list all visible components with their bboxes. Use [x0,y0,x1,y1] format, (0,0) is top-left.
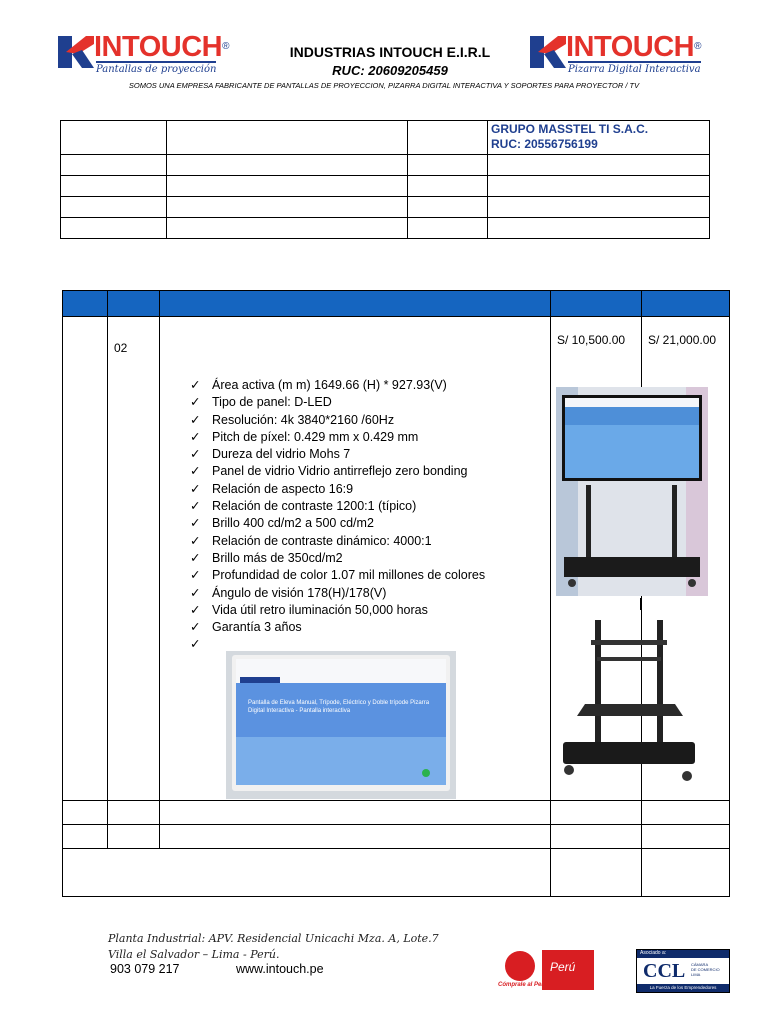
client-cell [488,121,710,155]
logo-brand: INTOUCH [94,31,223,63]
spec-item [190,619,485,636]
checkmark-icon: ✓ [190,395,201,410]
checkmark-icon: ✓ [190,412,201,427]
checkmark-icon: ✓ [190,464,201,479]
spec-item [190,412,485,429]
spec-item [190,515,485,532]
spec-item [190,585,485,602]
spec-item [190,498,485,515]
item-total: S/ 21,000.00 [642,317,730,801]
intouch-logo-left: INTOUCH® Pantallas de proyección [56,30,246,80]
screen-headline: Pantalla de Eleva Manual, Trípode, Eléctrico y Doble trípode Pizarra Digital Interactiva - Pantalla interactiva [248,700,430,714]
checkmark-icon: ✓ [190,637,201,652]
logo-brand: INTOUCH [566,31,695,63]
checkmark-icon: ✓ [190,585,201,600]
footer-address: Planta Industrial: APV. Residencial Unicachi Mza. A, Lote.7 Villa el Salvador – Lima - Perú. [108,932,439,961]
checkmark-icon: ✓ [190,499,201,514]
spec-text: Brillo 400 cd/m2 a 500 cd/m2 [212,516,374,531]
checkmark-icon: ✓ [190,429,201,444]
checkmark-icon: ✓ [190,550,201,565]
spec-list [190,377,485,654]
spec-item [190,602,485,619]
spec-text: Panel de vidrio Vidrio antirreflejo zero bonding [212,464,468,479]
company-tagline: SOMOS UNA EMPRESA FABRICANTE DE PANTALLAS DE PROYECCION, PIZARRA DIGITAL INTERACTIVA Y SOPORTES PARA PROYECTOR / TV [128,81,640,90]
spec-text: Profundidad de color 1.07 mil millones de colores [212,568,486,583]
spec-text: Tipo de panel: D-LED [212,395,332,410]
spec-item [190,533,485,550]
spec-item [190,377,485,394]
separator-tick [640,598,641,610]
client-name: GRUPO MASSTEL TI S.A.C. [491,122,649,136]
item-quantity: 02 [108,317,160,801]
spec-item [190,550,485,567]
spec-text: Relación de aspecto 16:9 [212,481,354,496]
checkmark-icon: ✓ [190,378,201,392]
footer-website[interactable]: www.intouch.pe [236,962,324,976]
intouch-k-icon [56,32,96,72]
items-header-row [63,291,730,317]
product-photo-empty-stand [555,612,705,784]
spec-item [190,567,485,584]
product-photo-screen [226,651,456,799]
spec-item [190,481,485,498]
ccl-logo: Asociado a: CCL CÁMARA DE COMERCIO LIMA La Fuerza de los Emprendedores [636,949,730,993]
spec-text: Brillo más de 350cd/m2 [212,550,343,565]
intouch-logo-right: INTOUCH® Pizarra Digital Interactiva [528,30,718,80]
spec-item [190,394,485,411]
spec-text: Dureza del vidrio Mohs 7 [212,447,351,462]
comprale-al-peru-logo: Perú Cómprale al Perú [498,948,596,992]
intouch-k-icon [528,32,568,72]
spec-text: Relación de contraste dinámico: 4000:1 [212,533,432,548]
spec-item [190,463,485,480]
client-table [60,120,710,239]
checkmark-icon: ✓ [190,481,201,496]
checkmark-icon: ✓ [190,568,201,583]
spec-item [190,429,485,446]
client-ruc: RUC: 20556756199 [491,137,598,151]
product-photo-stand [556,387,708,596]
logo-tagline: Pizarra Digital Interactiva [568,61,701,75]
company-ruc: RUC: 20609205459 [332,63,448,78]
spec-text: Garantía 3 años [212,620,302,635]
spec-text: Ángulo de visión 178(H)/178(V) [212,585,387,600]
checkmark-icon: ✓ [190,620,201,635]
footer-phone: 903 079 217 [110,962,180,976]
company-name: INDUSTRIAS INTOUCH E.I.R.L [289,44,491,60]
spec-text: Relación de contraste 1200:1 (típico) [212,499,417,514]
item-unit-price: S/ 10,500.00 [551,317,642,801]
spec-text: Área activa (m m) 1649.66 (H) * 927.93(V) [212,378,447,392]
logo-tagline: Pantallas de proyección [96,61,216,75]
spec-item [190,446,485,463]
spec-text: Pitch de píxel: 0.429 mm x 0.429 mm [212,429,419,444]
spec-text: Resolución: 4k 3840*2160 /60Hz [212,412,395,427]
checkmark-icon: ✓ [190,516,201,531]
spec-text: Vida útil retro iluminación 50,000 horas [212,602,428,617]
checkmark-icon: ✓ [190,602,201,617]
checkmark-icon: ✓ [190,533,201,548]
checkmark-icon: ✓ [190,447,201,462]
